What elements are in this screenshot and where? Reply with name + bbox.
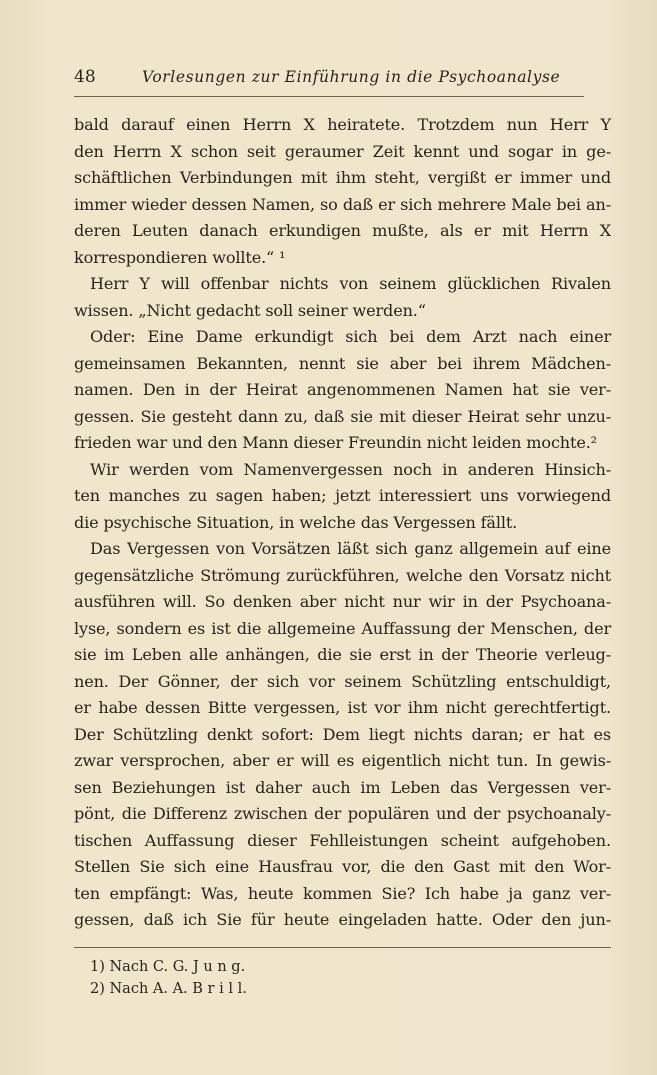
- text-line: ausführen will. So denken aber nicht nur wir in der Psychoana-: [74, 592, 611, 611]
- footnote-divider: [74, 947, 611, 948]
- text-line: gessen. Sie gesteht dann zu, daß sie mit dieser Heirat sehr unzu-: [74, 406, 611, 426]
- text-line: lyse, sondern es ist die allgemeine Auffassung der Menschen, der: [74, 618, 611, 638]
- page-header: [74, 60, 584, 97]
- text-line: Oder: Eine Dame erkundigt sich bei dem Arzt nach einer: [90, 327, 611, 346]
- text-line: Das Vergessen von Vorsätzen läßt sich ganz allgemein auf eine: [90, 539, 611, 558]
- text-line: ten manches zu sagen haben; jetzt interessiert uns vorwiegend: [74, 486, 611, 505]
- text-line: zwar versprochen, aber er will es eigentlich nicht tun. In gewis-: [74, 751, 611, 770]
- text-line: gegensätzliche Strömung zurückführen, welche den Vorsatz nicht: [74, 565, 611, 585]
- text-line: Der Schützling denkt sofort: Dem liegt nichts daran; er hat es: [74, 724, 611, 744]
- text-line: deren Leuten danach erkundigen mußte, als er mit Herrn X: [74, 221, 611, 240]
- footnotes: [90, 956, 490, 1000]
- text-line: tischen Auffassung dieser Fehlleistungen scheint aufgehoben.: [74, 830, 611, 850]
- text-line: immer wieder dessen Namen, so daß er sich mehrere Male bei an-: [74, 194, 611, 214]
- text-line: die psychische Situation, in welche das Vergessen fällt.: [74, 512, 518, 532]
- text-line: gemeinsamen Bekannten, nennt sie aber bei ihrem Mädchen-: [74, 353, 611, 373]
- footnote: 2) Nach A. A. B r i l l.: [90, 981, 247, 997]
- text-line: Herr Y will offenbar nichts von seinem glücklichen Rivalen: [90, 274, 611, 293]
- text-line: wissen. „Nicht gedacht soll seiner werden.“: [74, 300, 426, 320]
- text-line: sen Beziehungen ist daher auch im Leben das Vergessen ver-: [74, 777, 611, 797]
- text-line: schäftlichen Verbindungen mit ihm steht, vergißt er immer und: [74, 168, 611, 187]
- footnote: 1) Nach C. G. J u n g.: [90, 959, 246, 975]
- text-line: den Herrn X schon seit geraumer Zeit kennt und sogar in ge-: [74, 141, 611, 161]
- running-title: Vorlesungen zur Einführung in die Psychoanalyse: [142, 68, 561, 86]
- text-line: sie im Leben alle anhängen, die sie erst in der Theorie verleug-: [74, 645, 611, 664]
- text-line: gessen, daß ich Sie für heute eingeladen hatte. Oder den jun-: [74, 910, 611, 929]
- page-number: 48: [74, 67, 96, 87]
- body-text: [74, 112, 611, 934]
- text-line: frieden war und den Mann dieser Freundin nicht leiden mochte.²: [74, 433, 597, 452]
- text-line: Wir werden vom Namenvergessen noch in anderen Hinsich-: [90, 459, 611, 479]
- text-line: namen. Den in der Heirat angenommenen Namen hat sie ver-: [74, 380, 611, 399]
- text-line: ten empfängt: Was, heute kommen Sie? Ich habe ja ganz ver-: [74, 883, 611, 903]
- text-line: nen. Der Gönner, der sich vor seinem Schützling entschuldigt,: [74, 671, 611, 691]
- text-line: er habe dessen Bitte vergessen, ist vor ihm nicht gerechtfertigt.: [74, 698, 611, 717]
- text-line: bald darauf einen Herrn X heiratete. Trotzdem nun Herr Y: [74, 115, 611, 134]
- text-line: pönt, die Differenz zwischen der populären und der psychoanaly-: [74, 804, 611, 823]
- text-line: korrespondieren wollte.“ ¹: [74, 247, 286, 267]
- text-line: Stellen Sie sich eine Hausfrau vor, die den Gast mit den Wor-: [74, 857, 611, 876]
